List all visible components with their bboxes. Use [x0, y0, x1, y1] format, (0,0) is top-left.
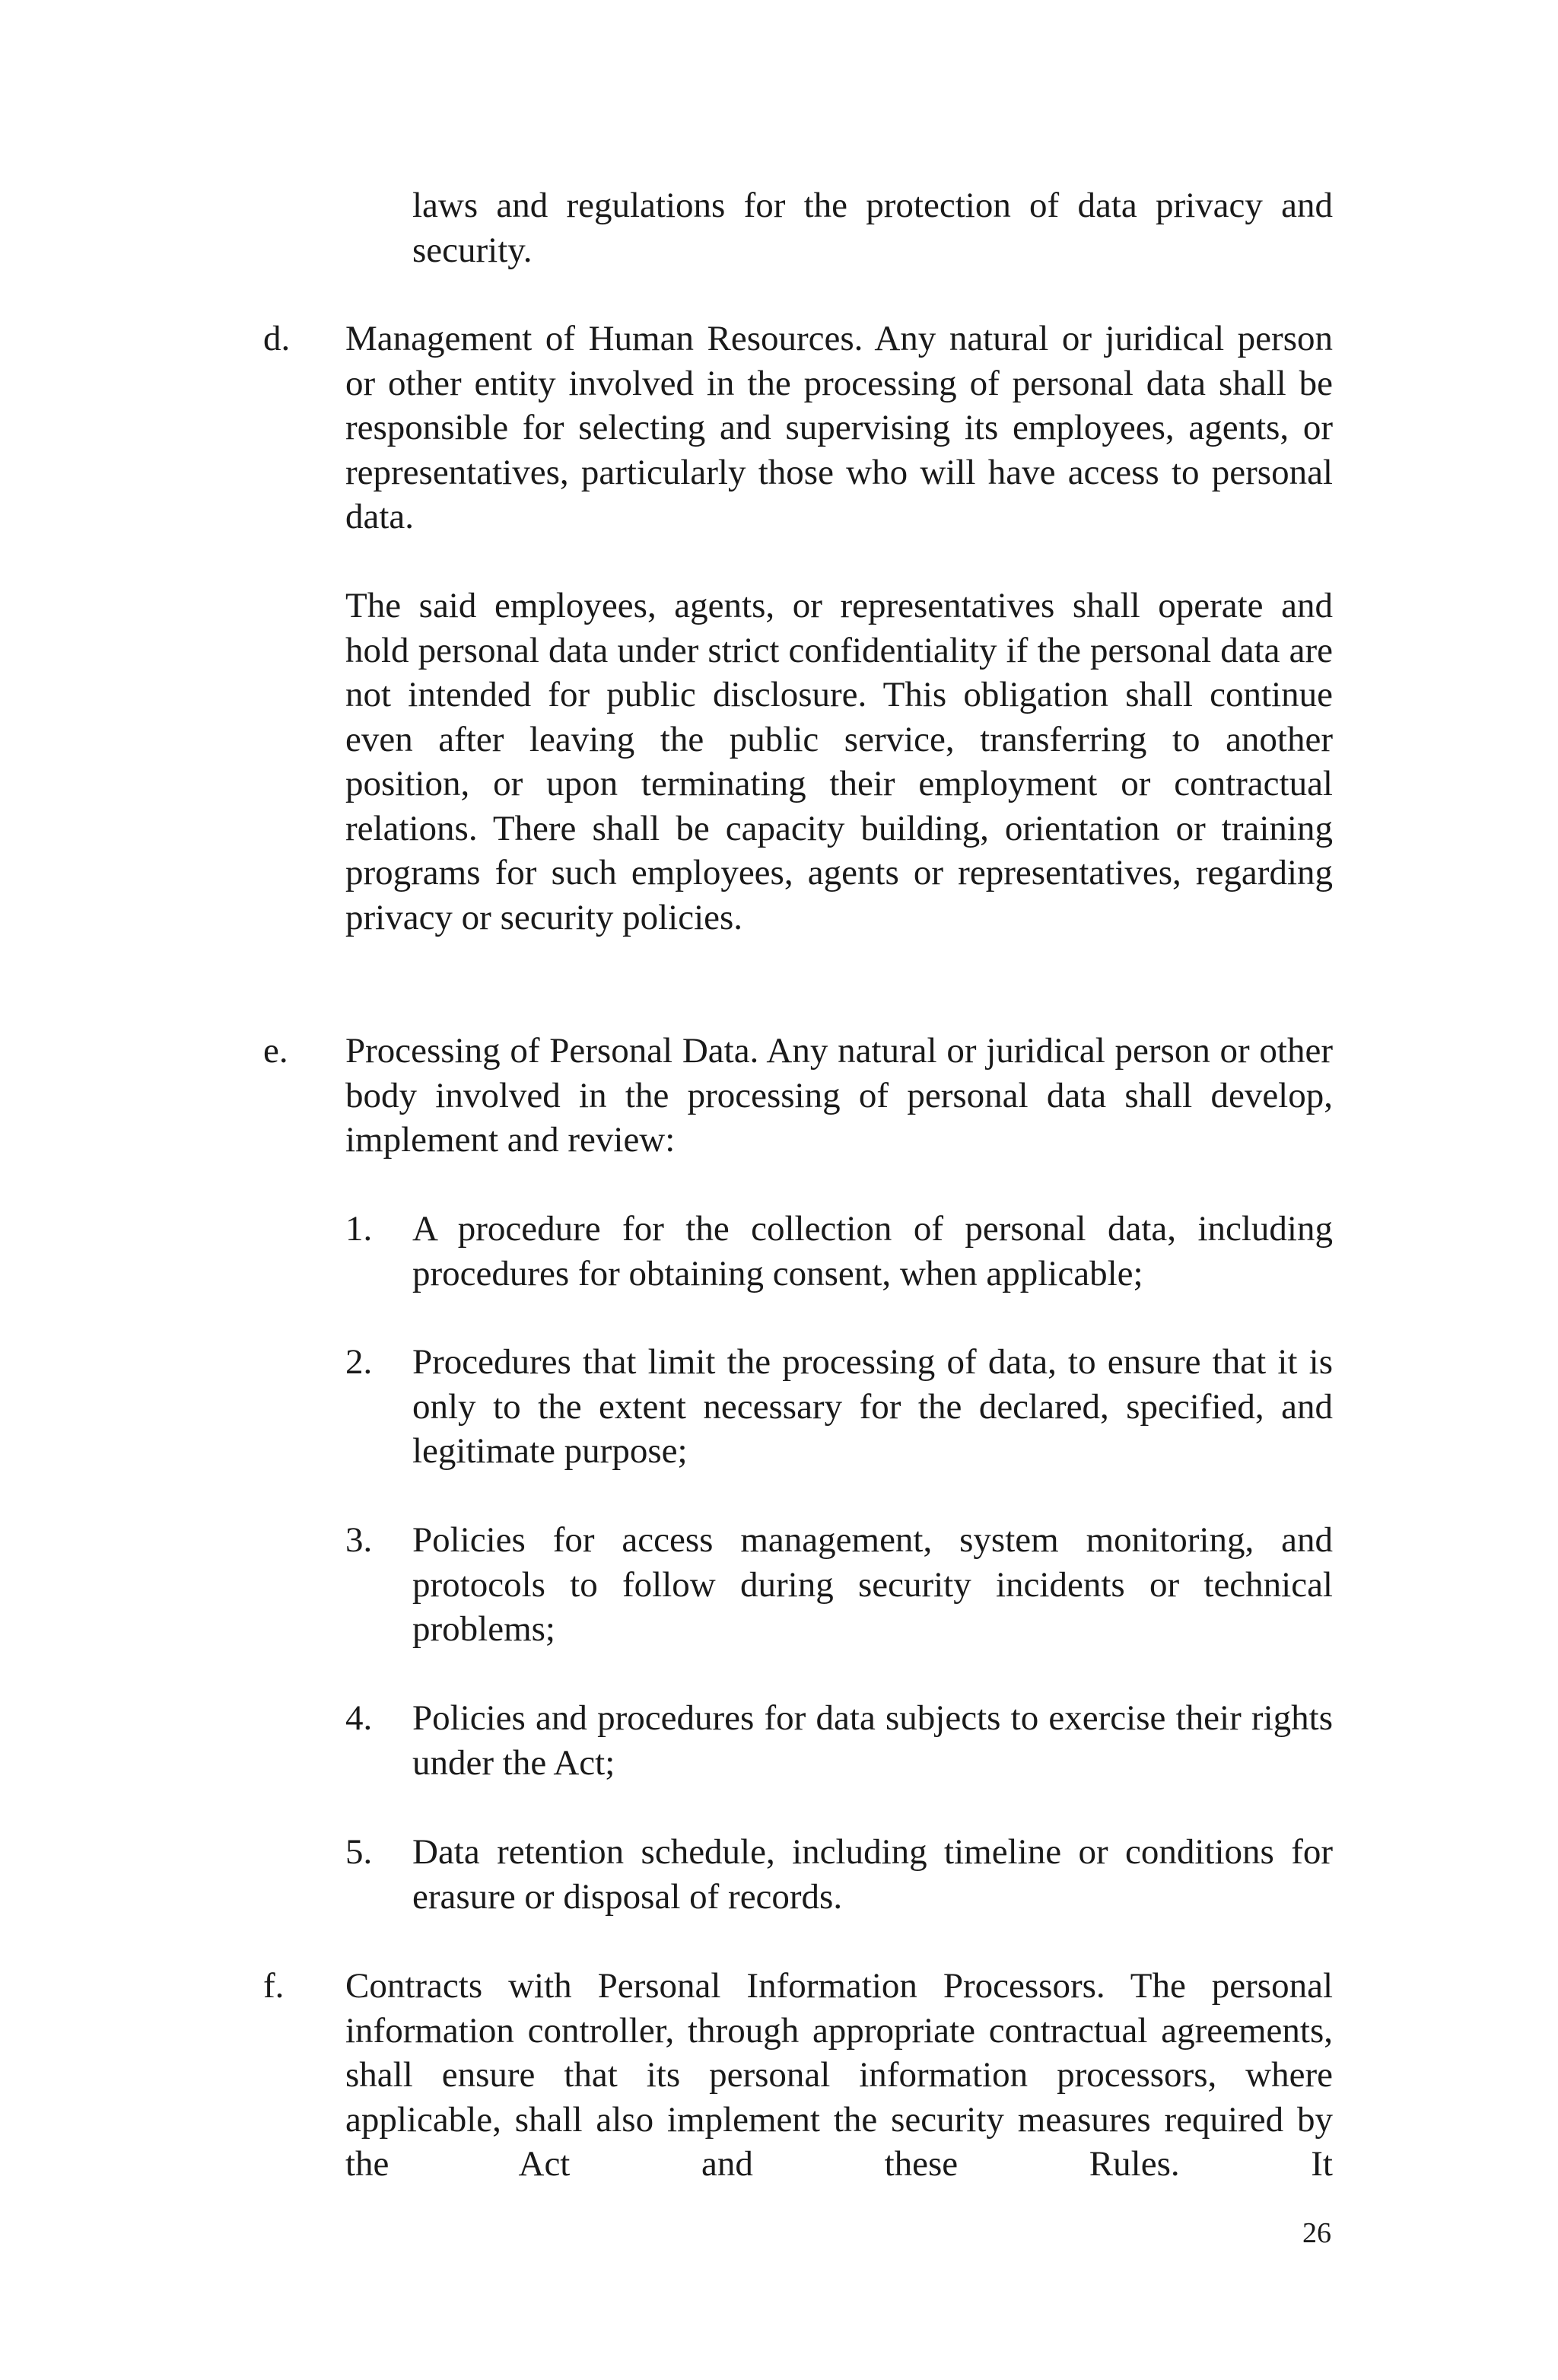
subitem-3-paragraph	[412, 1518, 1333, 1652]
subitem-2-text: Procedures that limit the processing of data, to ensure that it is only to the extent necessary for the declared, specified, and legitimate purpose;	[412, 1342, 1333, 1471]
subitem-5-marker: 5.	[345, 1832, 373, 1872]
item-e-paragraph	[345, 1029, 1333, 1163]
item-d-text: Management of Human Resources. Any natural or juridical person or other entity involved in the processing of personal data shall be responsible for selecting and supervising its employees, agents, or representatives, particularly those who will have access to personal data.	[345, 319, 1333, 536]
subitem-2-marker: 2.	[345, 1342, 373, 1382]
item-f-text: Contracts with Personal Information Processors. The personal information controller, through appropriate contractual agreements, shall ensure that its personal information processors, where applicable, shall also implement the security measures required by the Act and these Rules. It	[345, 1966, 1333, 2184]
subitem-4-paragraph	[412, 1696, 1333, 1785]
page-number: 26	[1302, 2217, 1331, 2249]
subitem-1-text: A procedure for the collection of personal data, including procedures for obtaining consent, when applicable;	[412, 1209, 1333, 1293]
subitem-1-marker: 1.	[345, 1209, 373, 1249]
item-f-marker: f.	[263, 1966, 285, 2006]
continuation-paragraph	[412, 183, 1333, 272]
subitem-5-paragraph	[412, 1830, 1333, 1919]
subitem-2-paragraph	[412, 1340, 1333, 1474]
item-d-text-2: The said employees, agents, or representatives shall operate and hold personal data under strict confidentiality if the personal data are not intended for public disclosure. This obligation shall continue even after leaving the public service, transferring to another position, or upon terminating their employment or contractual relations. There shall be capacity building, orientation or training programs for such employees, agents or representatives, regarding privacy or security policies.	[345, 586, 1333, 937]
item-d-paragraph-2	[345, 584, 1333, 940]
item-d-paragraph	[345, 317, 1333, 539]
subitem-1-paragraph	[412, 1207, 1333, 1296]
item-e-marker: e.	[263, 1031, 288, 1071]
item-d-marker: d.	[263, 319, 291, 358]
item-f-paragraph	[345, 1964, 1333, 2187]
subitem-3-text: Policies for access management, system monitoring, and protocols to follow during security incidents or technical problems;	[412, 1520, 1333, 1649]
subitem-4-text: Policies and procedures for data subjects to exercise their rights under the Act;	[412, 1698, 1333, 1783]
continuation-text: laws and regulations for the protection of data privacy and security.	[412, 186, 1333, 270]
subitem-3-marker: 3.	[345, 1520, 373, 1560]
item-e-text: Processing of Personal Data. Any natural or juridical person or other body involved in the processing of personal data shall develop, implement and review:	[345, 1031, 1333, 1160]
subitem-5-text: Data retention schedule, including timeline or conditions for erasure or disposal of records.	[412, 1832, 1333, 1917]
subitem-4-marker: 4.	[345, 1698, 373, 1738]
